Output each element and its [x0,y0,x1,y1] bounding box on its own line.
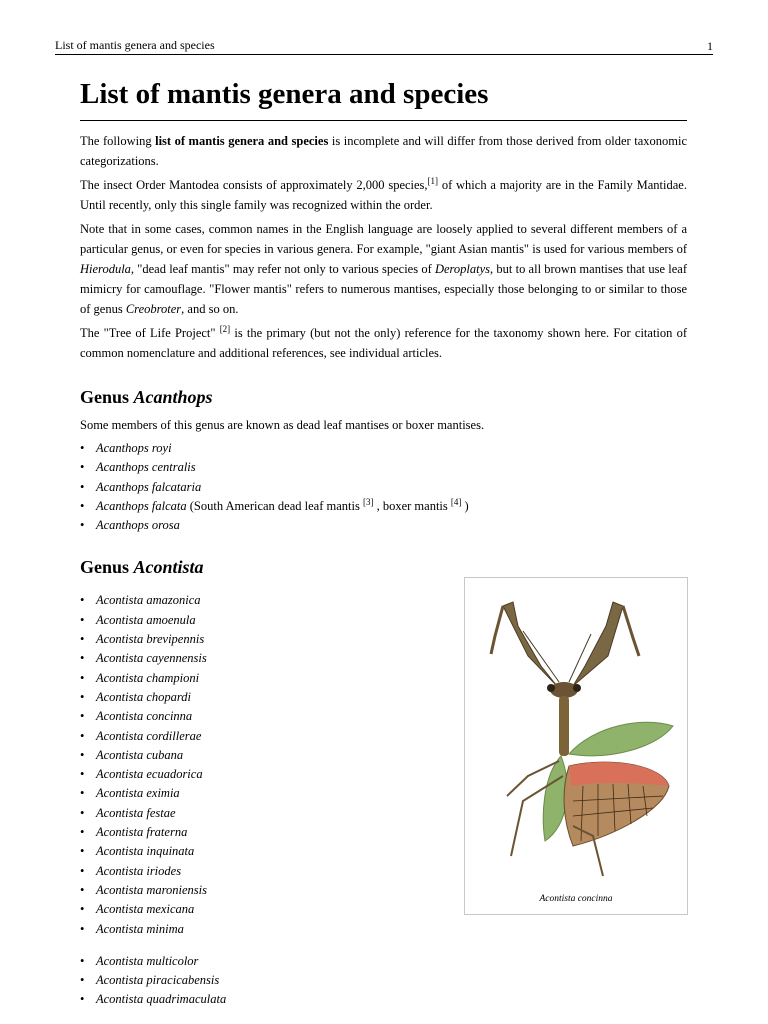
list-item[interactable]: • Acontista festae [80,804,687,823]
species-list-acanthops [80,439,687,535]
reference-link-3[interactable]: [3] [362,496,374,507]
section-heading-acanthops: Genus Acanthops [80,387,213,407]
list-item[interactable]: • Acanthops falcata (South American dead leaf mantis [3] , boxer mantis [4] ) [80,497,687,516]
list-item[interactable]: • Acanthops centralis [80,458,687,477]
intro-paragraph-4: The "Tree of Life Project" [2] is the primary (but not the only) reference for the taxonomy shown here. For citation of common nomenclature and additional references, see individual articles. [80,323,688,360]
intro-paragraph-1: The following list of mantis genera and species is incomplete and will differ from those derived from older taxonomic categorizations. [80,134,687,168]
reference-link-4[interactable]: [4] [450,496,462,507]
list-item[interactable]: • Acontista fraterna [80,823,687,842]
mantis-illustration-icon [473,586,679,886]
list-item[interactable]: • Acontista cordillerae [80,727,687,746]
reference-link-1[interactable]: [1] [427,175,439,186]
list-item[interactable]: • Acontista mexicana [80,900,687,919]
section-description: Some members of this genus are known as dead leaf mantises or boxer mantises. [80,418,485,432]
list-item[interactable]: • Acontista cubana [80,746,687,765]
list-item[interactable]: • Acontista amoenula [80,611,687,630]
list-item[interactable]: • Acontista maroniensis [80,881,687,900]
list-item[interactable]: • Acontista brevipennis [80,630,687,649]
reference-link-2[interactable]: [2] [219,323,231,334]
intro-paragraph-2: The insect Order Mantodea consists of approximately 2,000 species,[1] of which a majority are in the Family Mantidae. Until recently, only this single family was recognized within the order. [80,175,687,212]
list-item[interactable]: • Acontista chopardi [80,688,687,707]
list-item[interactable]: • Acontista iriodes [80,862,687,881]
list-item[interactable]: • Acontista minima [80,920,687,939]
list-item[interactable]: • Acontista inquinata [80,842,687,861]
intro-paragraph-3: Note that in some cases, common names in the English language are loosely applied to several different members of a particular genus, or even for species in various genera. For example, "giant Asian mantis" is used for various members of Hierodula, "dead leaf mantis" may refer not only to various species of Deroplatys, but to all brown mantises that use leaf mimicry for camouflage. "Flower mantis" refers to numerous mantises, especially those belonging to or similar to those of genus Creobroter, and so on. [80,222,687,316]
list-item[interactable]: • Acanthops falcataria [80,478,687,497]
list-item[interactable]: • Acontista championi [80,669,687,688]
list-item[interactable]: • Acanthops royi [80,439,687,458]
running-header-title: List of mantis genera and species [55,38,215,52]
bold-term: list of mantis genera and species [155,134,329,148]
list-item[interactable]: • Acanthops orosa [80,516,687,535]
section-heading-acontista: Genus Acontista [80,557,204,578]
list-item[interactable]: • Acontista concinna [80,707,687,726]
list-item[interactable]: • Acontista piracicabensis [80,971,687,990]
list-item[interactable]: • Acontista multicolor [80,952,687,971]
species-list-acontista-continued [80,952,687,1010]
list-item[interactable]: • Acontista amazonica [80,591,687,610]
section-acanthops [80,385,687,535]
list-item[interactable]: • Acontista ecuadorica [80,765,687,784]
page-title: List of mantis genera and species [80,76,687,121]
list-item[interactable]: • Acontista cayennensis [80,649,687,668]
running-header [55,38,713,55]
list-item[interactable]: • Acontista eximia [80,784,687,803]
page-number: 1 [707,39,713,53]
figure-caption: Acontista concinna [539,894,613,904]
list-item[interactable]: • Acontista quadrimaculata [80,990,687,1009]
mantis-figure [464,577,688,915]
